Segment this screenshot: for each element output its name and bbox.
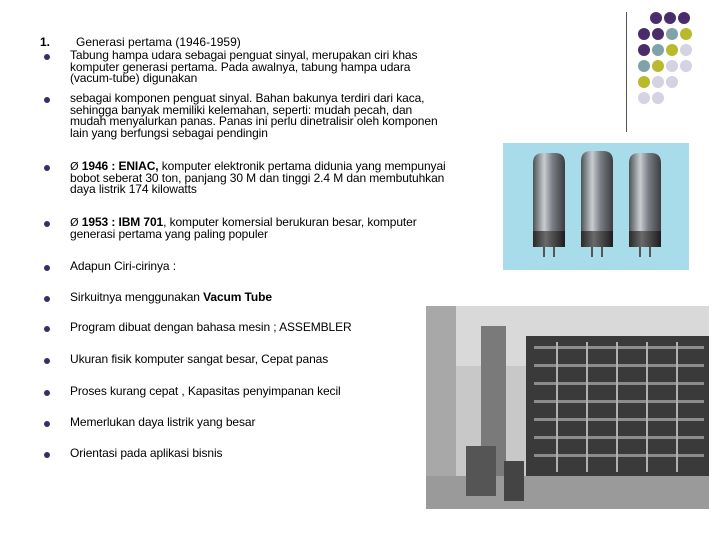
eniac-line-3: daya listrik 174 kilowatts (70, 182, 197, 196)
lavender-dot (666, 60, 678, 72)
bullet-dot (44, 421, 50, 427)
bullet-dot (44, 221, 50, 227)
purple-dot (678, 12, 690, 24)
arrow-icon: Ø (70, 160, 79, 173)
eniac-paragraph (70, 161, 446, 196)
trait-sirkuit (70, 292, 272, 304)
eniac-line-2: bobot seberat 30 ton, panjang 30 M dan tinggi 2.4 M dan membutuhkan (70, 170, 445, 185)
lavender-dot (638, 92, 650, 104)
lavender-dot (680, 60, 692, 72)
eniac-illustration (426, 306, 709, 509)
intro-1-line-1: Tabung hampa udara sebagai penguat sinyal, merupakan ciri khas (70, 48, 418, 62)
intro-2-line-4: lain yang berfungsi sebagai pendingin (70, 125, 268, 140)
bullet-dot (44, 390, 50, 396)
lavender-dot (666, 76, 678, 88)
trait-item: Ukuran fisik komputer sangat besar, Cepat panas (70, 352, 329, 366)
trait-item: Proses kurang cepat , Kapasitas penyimpanan kecil (70, 384, 341, 398)
arrow-icon: Ø (70, 216, 79, 229)
lavender-dot (652, 76, 664, 88)
ibm-label: 1953 : IBM 701 (81, 215, 164, 229)
list-number: 1. (40, 35, 51, 49)
vacuum-tubes-illustration (503, 143, 689, 270)
trait-item: Memerlukan daya listrik yang besar (70, 415, 256, 429)
intro-1-line-3: (vacum-tube) digunakan (70, 71, 198, 85)
trait-item: Orientasi pada aplikasi bisnis (70, 446, 223, 460)
teal-dot (638, 60, 650, 72)
bullet-dot (44, 97, 50, 103)
eniac-computer-photo (426, 306, 709, 509)
purple-dot (638, 28, 650, 40)
teal-dot (666, 28, 678, 40)
intro-2-line-3: mudah menyalurkan panas. Panas ini perlu dinetralisir oleh komponen (70, 114, 438, 128)
sirkuit-bold: Vacum Tube (203, 290, 272, 304)
olive-dot (652, 60, 664, 72)
trait-item: Program dibuat dengan bahasa mesin ; ASSEMBLER (70, 320, 352, 334)
eniac-label: 1946 : ENIAC, (81, 159, 159, 173)
lavender-dot (652, 92, 664, 104)
ibm-text: , komputer komersial berukuran besar, komputer (163, 215, 417, 229)
purple-dot (664, 12, 676, 24)
intro-paragraph-2 (70, 93, 438, 139)
purple-dot (652, 28, 664, 40)
intro-1-line-2: komputer generasi pertama. Pada awalnya, tabung hampa udara (70, 59, 411, 74)
purple-dot (638, 44, 650, 56)
ciri-intro: Adapun Ciri-cirinya : (70, 259, 176, 273)
purple-dot (650, 12, 662, 24)
bullet-dot (44, 54, 50, 60)
bullet-dot (44, 326, 50, 332)
eniac-text: komputer elektronik pertama didunia yang mempunyai (158, 159, 446, 173)
intro-paragraph-1 (70, 50, 417, 85)
olive-dot (666, 44, 678, 56)
bullet-dot (44, 452, 50, 458)
intro-2-line-1: sebagai komponen penguat sinyal. Bahan bakunya terdiri dari kaca, (70, 91, 425, 105)
olive-dot (638, 76, 650, 88)
vacuum-tubes-photo (503, 143, 689, 270)
ibm-line-2: generasi pertama yang paling populer (70, 226, 268, 241)
bullet-dot (44, 296, 50, 302)
bullet-dot (44, 265, 50, 271)
ibm-paragraph (70, 217, 417, 240)
section-heading: Generasi pertama (1946-1959) (76, 35, 241, 49)
intro-2-line-2: sehingga banyak memiliki kelemahan, seperti: mudah pecah, dan (70, 102, 413, 117)
teal-dot (652, 44, 664, 56)
decorative-divider (626, 12, 627, 132)
bullet-dot (44, 165, 50, 171)
bullet-dot (44, 358, 50, 364)
lavender-dot (680, 44, 692, 56)
olive-dot (680, 28, 692, 40)
sirkuit-text: Sirkuitnya menggunakan (70, 290, 204, 304)
